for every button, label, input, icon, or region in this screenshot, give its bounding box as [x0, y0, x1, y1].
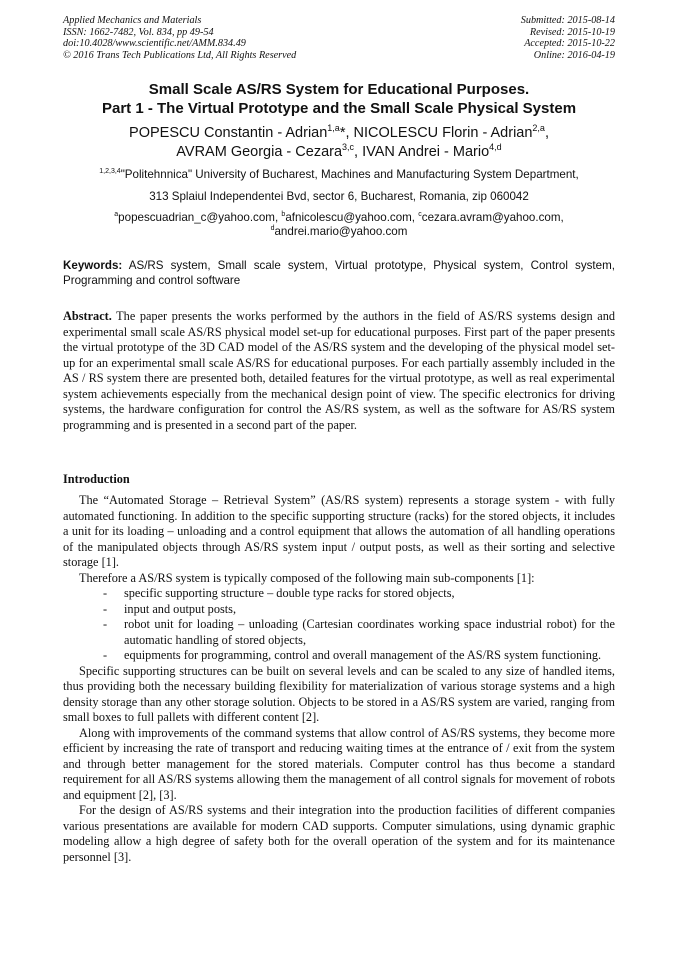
introduction-body [63, 493, 615, 865]
list-dash: - [103, 648, 108, 662]
date-revised: Revised: 2015-10-19 [529, 26, 615, 38]
list-item-text: input and output posts, [124, 601, 237, 616]
author-1-affil: 1,a [327, 123, 340, 134]
email-d-sup: d [270, 225, 275, 233]
keywords-label: Keywords: [63, 259, 123, 272]
component-list [63, 586, 615, 664]
list-item [63, 586, 615, 602]
email-a-sup: a [114, 211, 119, 219]
affiliation-institution: "Politehnnica" University of Bucharest, Machines and Manufacturing System Department, [120, 168, 579, 181]
abstract-text: The paper presents the works performed by the authors in the field of AS/RS systems design and experimental small scale AS/RS physical model set-up for educational purposes. First part of the paper presents the virtual prototype of the 3D CAD model of the AS/RS system and the developing of the physical model set-up for an experimental small scale AS/RS for educational purposes. For each partially assembly included in the AS / RS system there are presented both, detailed features for the virtual prototype, as well as real experimental system achievements especially from the mechanical design point of view. The specific electronics for driving systems, the hardware configuration for control the AS/RS system, as well as the software for AS/RS system programming and is presented in a second part of the paper. [63, 309, 616, 432]
author-2: NICOLESCU Florin - Adrian [353, 125, 533, 141]
intro-paragraph-3: Specific supporting structures can be built on several levels and can be scaled to any size of handled items, thus providing both the necessary building flexibility for materialization of various storage systems and a high density storage than any other storage solution. Objects to be stored in a AS/RS system are varied, ranging from small boxes to full pallets with different content [2]. [63, 663, 615, 724]
intro-paragraph-2: Therefore a AS/RS system is typically composed of the following main sub-components [1]: [79, 570, 535, 585]
date-online: Online: 2016-04-19 [533, 49, 615, 61]
email-c-sup: c [418, 211, 422, 219]
journal-info [63, 15, 296, 61]
list-item [63, 648, 615, 664]
list-item [63, 617, 615, 648]
authors-line-1: POPESCU Constantin - Adrian$^{1,a}$*, NICOLESCU Florin - Adrian$^{2,a}$, [129, 123, 549, 141]
list-item [63, 602, 615, 618]
intro-paragraph-5: For the design of AS/RS systems and their integration into the production facilities of different companies various presentations are available for modern CAD supports. Computer simulations, using dynamic graphic modeling allow a high degree of safety both for the overall operation of the system and for its maintenance personnel [3]. [63, 803, 615, 864]
email-a: popescuadrian_c@yahoo.com, [118, 211, 279, 224]
author-1: POPESCU Constantin - Adrian [129, 125, 328, 141]
keywords [63, 259, 615, 288]
author-list [40, 124, 638, 161]
journal-issn: ISSN: 1662-7482, Vol. 834, pp 49-54 [63, 26, 214, 38]
affiliation-line-1 [40, 168, 638, 182]
list-item-text: specific supporting structure – double type racks for stored objects, [124, 586, 455, 600]
corresponding-mark: * [339, 125, 346, 141]
publication-dates [521, 15, 615, 61]
date-accepted: Accepted: 2015-10-22 [524, 38, 615, 50]
affiliation-sup: 1,2,3,4 [99, 168, 121, 176]
abstract [63, 309, 615, 433]
author-3: AVRAM Georgia - Cezara [176, 143, 343, 160]
author-4: IVAN Andrei - Mario [362, 143, 490, 160]
list-dash: - [103, 601, 108, 616]
intro-paragraph-1: The “Automated Storage – Retrieval System” (AS/RS system) represents a storage system - with fully automated functioning. In addition to the specific supporting structure (racks) for the stored objects, it includes a unit for its loading – unloading and a control equipment that allows the automation of all handling operations of the manipulated objects through AS/RS system input / output posts, as well as their sorting and selective storage [1]. [63, 493, 615, 569]
list-dash: - [103, 617, 108, 631]
title-line-2: Part 1 - The Virtual Prototype and the Small Scale Physical System [101, 99, 577, 117]
emails-line-2 [40, 225, 638, 239]
intro-paragraph-4: Along with improvements of the command systems that allow control of AS/RS systems, they become more efficient by increasing the rate of transport and reducing waiting times at the entrance of / exit from the system and through better management for the stored materials. Computer control has thus become a standard requirement for all AS/RS systems allowing them the management of all control signals for movement of robots and equipment [2], [3]. [63, 725, 615, 802]
affiliation-line-2: 313 Splaiul Independentei Bvd, sector 6, Bucharest, Romania, zip 060042 [149, 190, 529, 203]
authors-line-2: AVRAM Georgia - Cezara$^{3,c}$, IVAN Andrei - Mario$^{4,d}$ [176, 141, 502, 160]
email-b: afnicolescu@yahoo.com, [285, 211, 416, 224]
author-emails [40, 211, 638, 239]
emails-line-1 [40, 211, 638, 225]
email-b-sup: b [281, 211, 286, 219]
paper-title [40, 81, 638, 118]
author-3-affil: 3,c [342, 141, 355, 152]
section-heading-introduction: Introduction [63, 472, 130, 486]
email-d: andrei.mario@yahoo.com [274, 225, 408, 238]
list-dash: - [103, 586, 108, 600]
list-item-text: equipments for programming, control and overall management of the AS/RS system functioning. [124, 648, 602, 662]
author-4-affil: 4,d [489, 141, 502, 152]
list-item-text: robot unit for loading – unloading (Cartesian coordinates working space industrial robot) for the automatic handling of stored objects, [124, 617, 615, 647]
email-c: cezara.avram@yahoo.com, [421, 211, 564, 224]
title-line-1: Small Scale AS/RS System for Educational Purposes. [148, 81, 530, 98]
keywords-text: AS/RS system, Small scale system, Virtual prototype, Physical system, Control system, Programming and control software [63, 259, 615, 287]
date-submitted: Submitted: 2015-08-14 [520, 15, 615, 26]
journal-doi: doi:10.4028/www.scientific.net/AMM.834.49 [63, 38, 246, 50]
abstract-label: Abstract. [63, 309, 112, 323]
journal-name: Applied Mechanics and Materials [63, 15, 202, 26]
journal-copyright: © 2016 Trans Tech Publications Ltd, All Rights Reserved [63, 49, 297, 61]
author-2-affil: 2,a [532, 123, 545, 134]
